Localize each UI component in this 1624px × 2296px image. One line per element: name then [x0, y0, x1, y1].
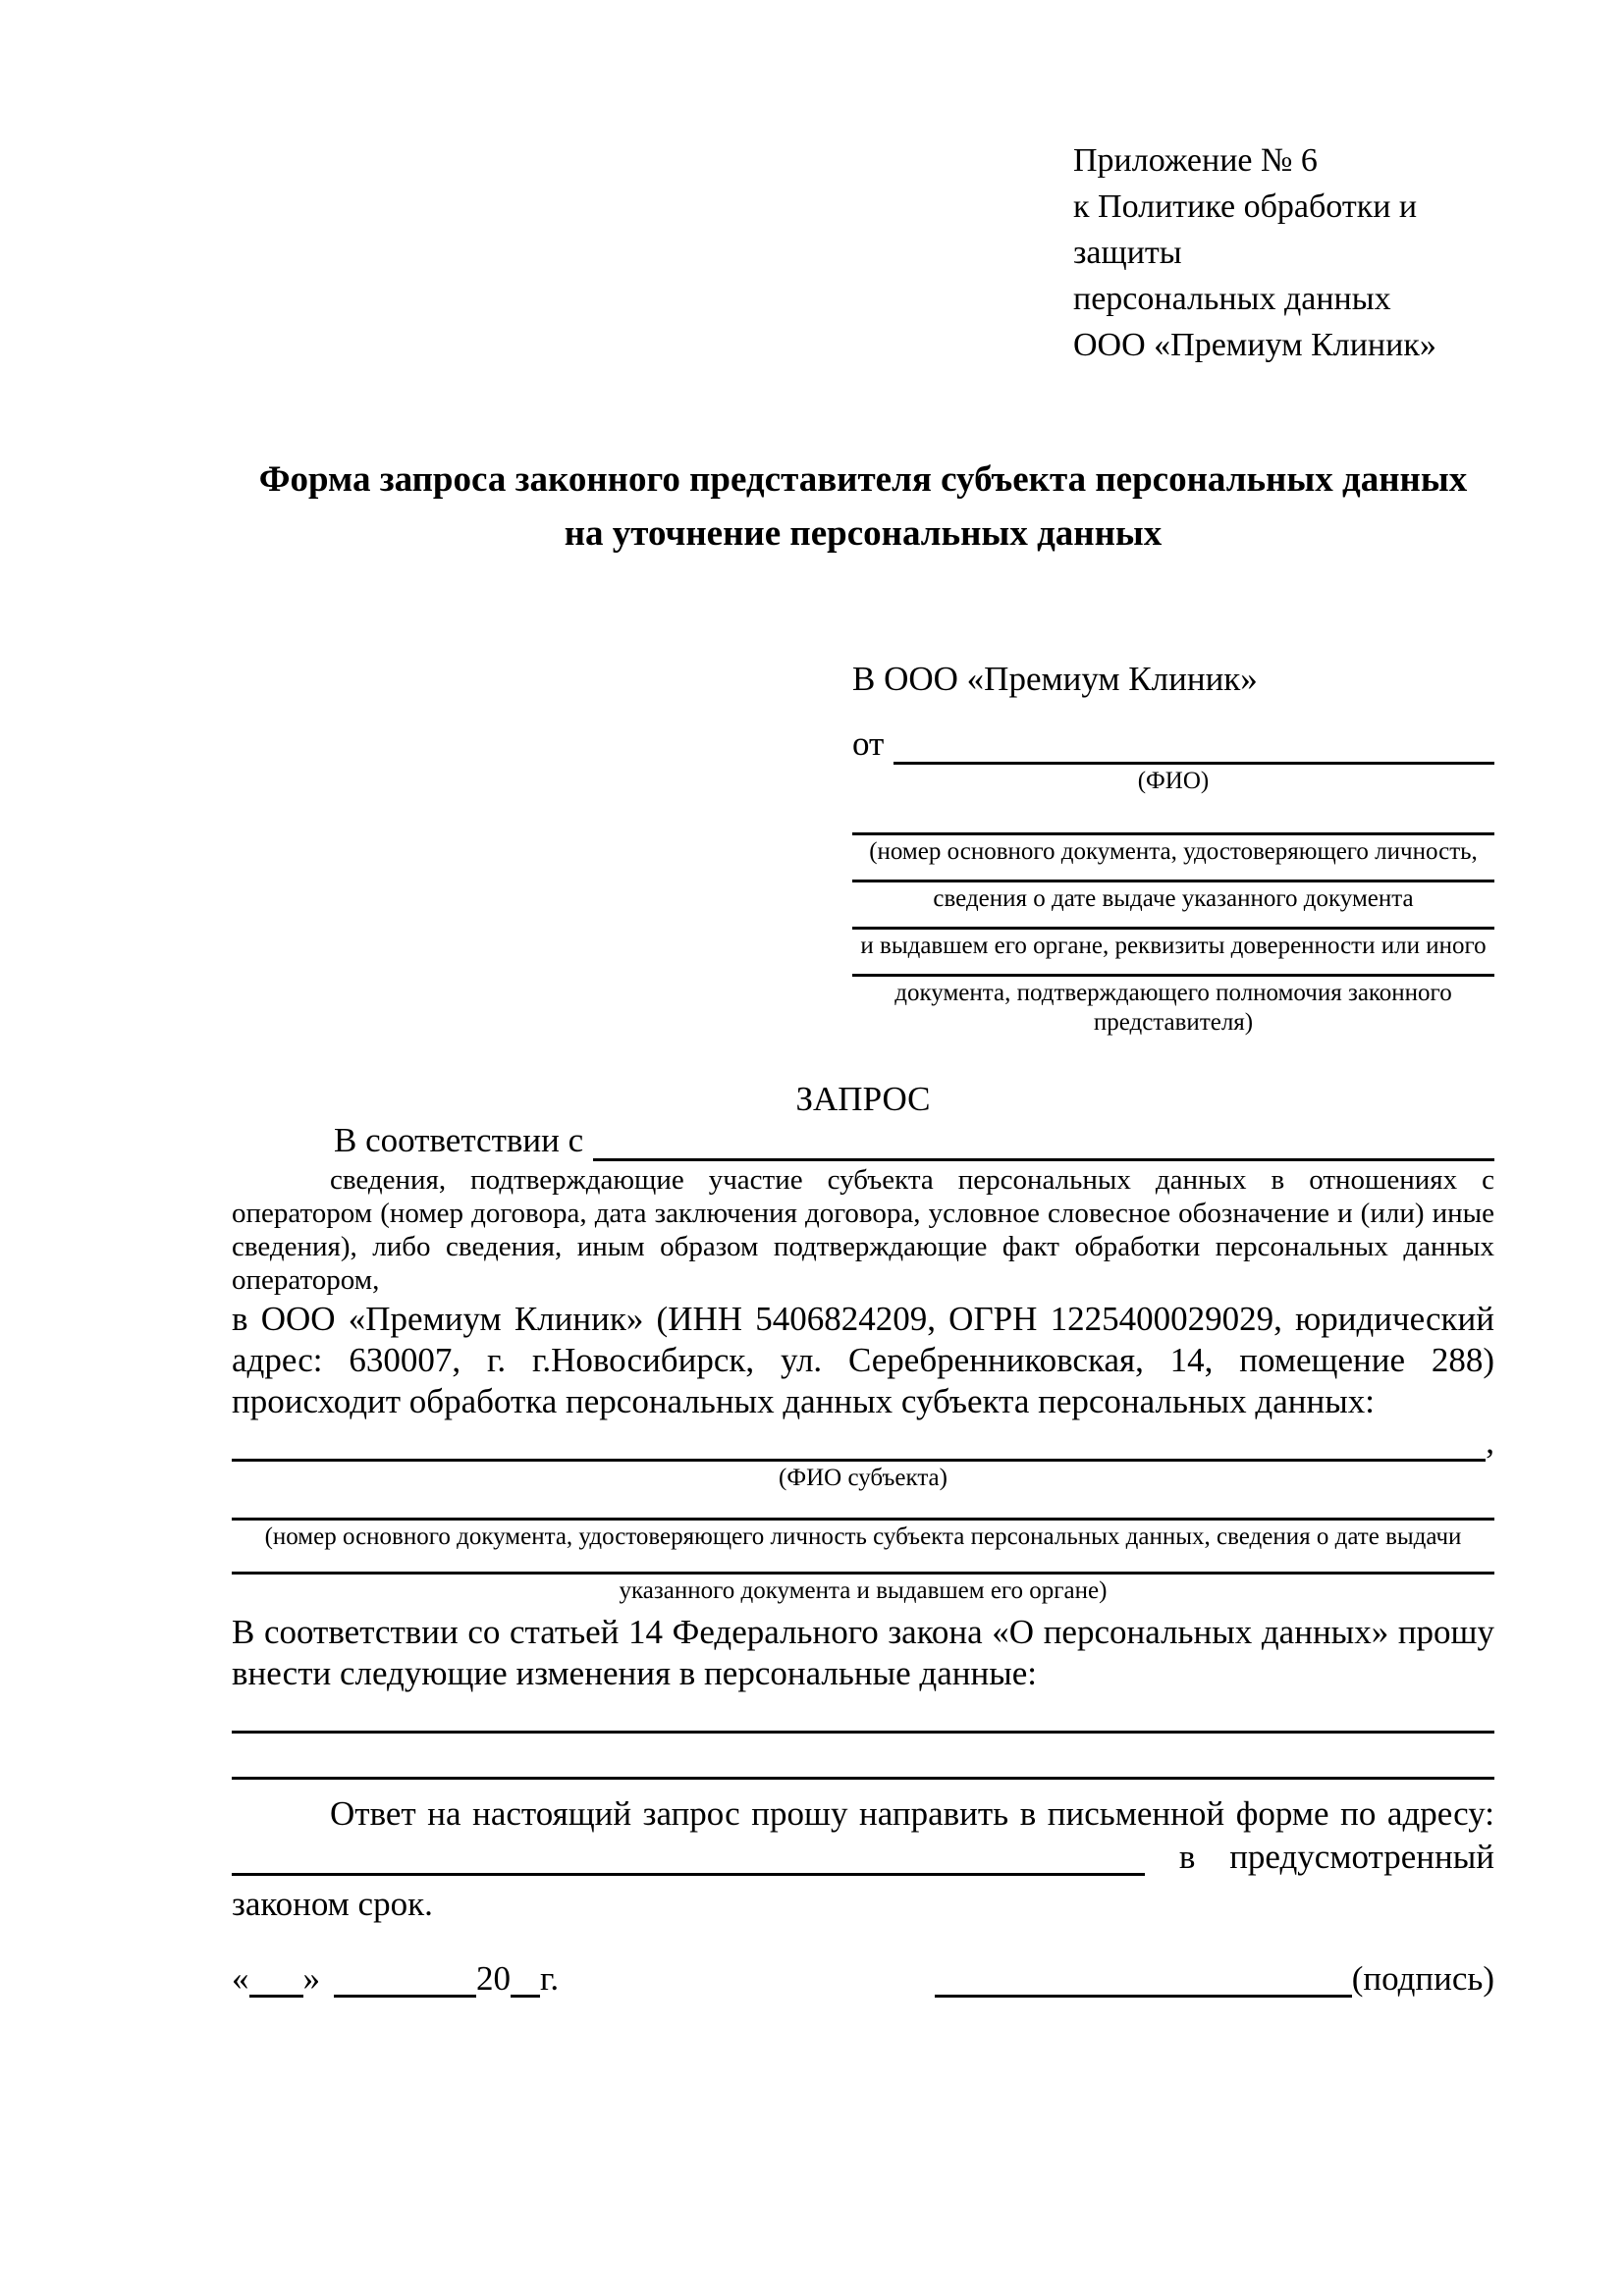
form-title-line-1: Форма запроса законного представителя субъекта персональных данных — [258, 459, 1468, 500]
representative-doc-blank-line-4 — [852, 961, 1494, 977]
subject-fio-caption: (ФИО субъекта) — [779, 1465, 947, 1491]
answer-word-predusmotrenny: предусмотренный — [1229, 1838, 1494, 1876]
appendix-line-2: к Политике обработки и защиты — [1073, 188, 1418, 271]
changes-blank-line-1 — [232, 1694, 1494, 1734]
appendix-line-3: персональных данных — [1073, 281, 1391, 317]
request-heading: ЗАПРОС — [795, 1080, 931, 1118]
date-month-blank — [334, 1995, 476, 1998]
signature-blank-line — [935, 1995, 1352, 1998]
subject-fio-line — [232, 1422, 1494, 1462]
from-line — [852, 723, 1494, 765]
addressee-block — [852, 659, 1494, 1038]
intro-blank-line — [593, 1158, 1494, 1161]
subject-doc-caption-1: (номер основного документа, удостоверяющего личность субъекта персональных данных, сведения о дате выдачи — [264, 1523, 1462, 1550]
appendix-block — [1073, 137, 1494, 368]
representative-doc-caption-2: сведения о дате выдаче указанного документа — [933, 885, 1414, 912]
appendix-line-4: ООО «Премиум Клиник» — [1073, 327, 1436, 363]
signature-caption: (подпись) — [1351, 1959, 1494, 1998]
fio-caption: (ФИО) — [1137, 768, 1210, 794]
representative-doc-blank-line-2 — [852, 867, 1494, 882]
changes-blank-line-2 — [232, 1734, 1494, 1780]
footnote-text: сведения, подтверждающие участие субъекта персональных данных в отношениях с оператором (номер договора, дата заключения договора, условное словесное обозначение и (или) иные сведения), либо сведения, иным образом подтверждающие факт обработки персональных данных оператором, — [232, 1164, 1494, 1296]
subject-doc-blank-line-1 — [232, 1493, 1494, 1521]
form-title-line-2: на уточнение персональных данных — [564, 513, 1163, 554]
subject-doc-blank-line-2 — [232, 1552, 1494, 1575]
law-paragraph: В соответствии со статьей 14 Федерального закона «О персональных данных» прошу внести следующие изменения в персональные данные: — [232, 1613, 1494, 1692]
representative-doc-caption-3: и выдавшем его органе, реквизиты доверенности или иного — [860, 933, 1487, 959]
answer-address-blank-line — [232, 1873, 1145, 1876]
representative-doc-blank-line-3 — [852, 914, 1494, 930]
date-quote-close: » — [302, 1959, 320, 1998]
date-year-blank — [511, 1995, 540, 1998]
date-year-suffix: г. — [540, 1959, 560, 1998]
answer-tail: законом срок. — [232, 1885, 433, 1923]
form-title — [232, 453, 1494, 561]
date-quote-open: « — [232, 1959, 249, 1998]
from-label: от — [852, 724, 885, 763]
answer-paragraph: Ответ на настоящий запрос прошу направить в письменной форме по адресу: — [330, 1794, 1494, 1833]
footer-row — [232, 1958, 1494, 2000]
representative-doc-blank-line-1 — [852, 796, 1494, 835]
date-year-prefix: 20 — [476, 1959, 511, 1998]
answer-address-line — [232, 1835, 1494, 1880]
subject-doc-caption-2: указанного документа и выдавшем его органе) — [619, 1577, 1108, 1604]
from-blank-line — [893, 762, 1494, 765]
subject-fio-blank-line — [232, 1459, 1486, 1462]
subject-fio-comma: , — [1486, 1422, 1494, 1461]
date-line — [232, 1958, 559, 2000]
operator-paragraph: в ООО «Премиум Клиник» (ИНН 5406824209, ОГРН 1225400029029, юридический адрес: 630007, г. г.Новосибирск, ул. Серебренниковская, 14, помещение 288) происходит обработка персональных данных субъекта персональных данных: — [232, 1300, 1494, 1420]
signature-line — [935, 1958, 1494, 2000]
representative-doc-caption-1: (номер основного документа, удостоверяющего личность, — [869, 838, 1478, 865]
representative-doc-caption-4: документа, подтверждающего полномочия законного представителя) — [894, 980, 1452, 1036]
intro-label: В соответствии с — [334, 1121, 584, 1159]
intro-line — [232, 1120, 1494, 1161]
appendix-line-1: Приложение № 6 — [1073, 142, 1318, 179]
date-day-blank — [249, 1995, 303, 1998]
answer-word-v: в — [1178, 1838, 1196, 1876]
addressee-organization: В ООО «Премиум Клиник» — [852, 660, 1258, 698]
